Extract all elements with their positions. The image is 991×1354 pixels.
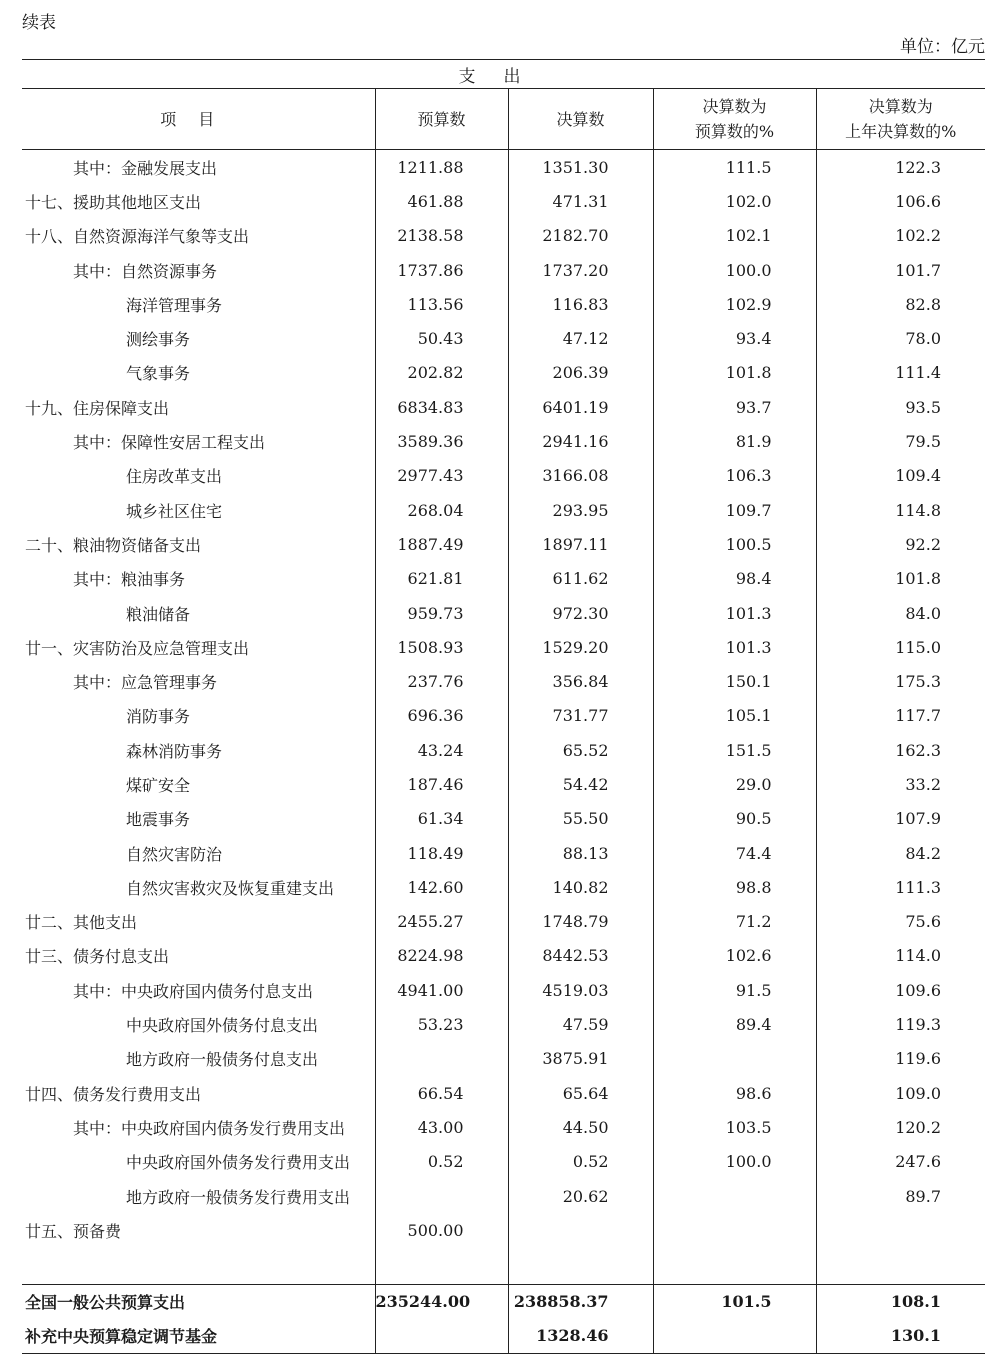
continued-table-label: 续表 bbox=[22, 13, 56, 33]
column-header-item: 项目 bbox=[22, 89, 375, 150]
cell-pct-budget: 29.0 bbox=[653, 767, 816, 801]
cell-pct-prev: 115.0 bbox=[816, 630, 985, 664]
cell-actual: 65.64 bbox=[508, 1076, 653, 1110]
row-item-label: 气象事务 bbox=[126, 364, 191, 384]
table-row bbox=[22, 1145, 985, 1179]
cell-budget: 8224.98 bbox=[375, 939, 508, 973]
cell-pct-prev bbox=[816, 1213, 985, 1247]
cell-pct-budget: 105.1 bbox=[653, 699, 816, 733]
total-row bbox=[22, 1284, 985, 1319]
cell-budget: 61.34 bbox=[375, 802, 508, 836]
cell-budget: 1211.88 bbox=[375, 150, 508, 185]
cell-pct-budget: 101.3 bbox=[653, 630, 816, 664]
spacer-cell bbox=[22, 1248, 375, 1285]
column-header-budget: 预算数 bbox=[375, 89, 508, 150]
cell-budget: 6834.83 bbox=[375, 390, 508, 424]
cell-pct-prev: 111.3 bbox=[816, 870, 985, 904]
cell-actual: 356.84 bbox=[508, 664, 653, 698]
cell-budget: 53.23 bbox=[375, 1007, 508, 1041]
spacer-row bbox=[22, 1248, 985, 1285]
table-row bbox=[22, 219, 985, 253]
cell-pct-budget: 74.4 bbox=[653, 836, 816, 870]
cell-actual: 2941.16 bbox=[508, 424, 653, 458]
cell-actual: 1351.30 bbox=[508, 150, 653, 185]
cell-actual: 731.77 bbox=[508, 699, 653, 733]
cell-actual: 1529.20 bbox=[508, 630, 653, 664]
row-item-label: 廿二、其他支出 bbox=[25, 913, 138, 933]
cell-budget: 187.46 bbox=[375, 767, 508, 801]
table-row bbox=[22, 870, 985, 904]
total-pct-prev: 108.1 bbox=[816, 1284, 985, 1319]
cell-pct-prev: 119.3 bbox=[816, 1007, 985, 1041]
table-row bbox=[22, 390, 985, 424]
table-row bbox=[22, 356, 985, 390]
cell-actual: 8442.53 bbox=[508, 939, 653, 973]
cell-budget: 237.76 bbox=[375, 664, 508, 698]
total-row bbox=[22, 1319, 985, 1354]
total-pct-budget: 101.5 bbox=[653, 1284, 816, 1319]
cell-pct-budget: 102.1 bbox=[653, 219, 816, 253]
row-item-label: 其中：中央政府国内债务付息支出 bbox=[73, 981, 314, 1001]
total-budget: 235244.00 bbox=[375, 1284, 508, 1319]
row-item-label: 其中：金融发展支出 bbox=[73, 158, 218, 178]
table-row bbox=[22, 527, 985, 561]
cell-pct-prev: 175.3 bbox=[816, 664, 985, 698]
row-item-label: 其中：中央政府国内债务发行费用支出 bbox=[73, 1118, 346, 1138]
cell-pct-budget: 100.0 bbox=[653, 1145, 816, 1179]
cell-budget: 142.60 bbox=[375, 870, 508, 904]
table-row bbox=[22, 253, 985, 287]
cell-pct-prev: 75.6 bbox=[816, 905, 985, 939]
row-item-label: 海洋管理事务 bbox=[126, 295, 223, 315]
cell-actual: 3875.91 bbox=[508, 1042, 653, 1076]
cell-actual: 1897.11 bbox=[508, 527, 653, 561]
row-item-label: 自然灾害防治 bbox=[126, 844, 223, 864]
cell-budget: 43.24 bbox=[375, 733, 508, 767]
cell-budget: 3589.36 bbox=[375, 424, 508, 458]
row-item-label: 二十、粮油物资储备支出 bbox=[25, 535, 202, 555]
row-item-label: 自然灾害救灾及恢复重建支出 bbox=[126, 878, 335, 898]
table-row bbox=[22, 973, 985, 1007]
cell-pct-prev: 122.3 bbox=[816, 150, 985, 185]
cell-pct-budget: 102.0 bbox=[653, 184, 816, 218]
cell-budget: 1508.93 bbox=[375, 630, 508, 664]
total-item-label: 补充中央预算稳定调节基金 bbox=[22, 1319, 375, 1354]
table-row bbox=[22, 939, 985, 973]
table-row bbox=[22, 596, 985, 630]
spacer-cell bbox=[375, 1248, 508, 1285]
cell-actual: 44.50 bbox=[508, 1110, 653, 1144]
cell-pct-prev: 92.2 bbox=[816, 527, 985, 561]
cell-actual: 293.95 bbox=[508, 493, 653, 527]
total-item-label: 全国一般公共预算支出 bbox=[22, 1284, 375, 1319]
table-row bbox=[22, 1110, 985, 1144]
cell-pct-prev: 82.8 bbox=[816, 287, 985, 321]
row-item-label: 中央政府国外债务发行费用支出 bbox=[126, 1153, 351, 1173]
cell-pct-prev: 247.6 bbox=[816, 1145, 985, 1179]
table-row bbox=[22, 836, 985, 870]
cell-budget: 696.36 bbox=[375, 699, 508, 733]
cell-actual: 55.50 bbox=[508, 802, 653, 836]
column-header-actual: 决算数 bbox=[508, 89, 653, 150]
cell-pct-budget: 101.8 bbox=[653, 356, 816, 390]
cell-pct-prev: 89.7 bbox=[816, 1179, 985, 1213]
cell-budget: 621.81 bbox=[375, 562, 508, 596]
cell-budget: 1737.86 bbox=[375, 253, 508, 287]
cell-actual: 54.42 bbox=[508, 767, 653, 801]
cell-budget: 1887.49 bbox=[375, 527, 508, 561]
spacer-cell bbox=[653, 1248, 816, 1285]
cell-pct-budget: 91.5 bbox=[653, 973, 816, 1007]
cell-pct-prev: 109.4 bbox=[816, 459, 985, 493]
total-pct-prev: 130.1 bbox=[816, 1319, 985, 1354]
cell-pct-budget: 106.3 bbox=[653, 459, 816, 493]
cell-pct-budget: 89.4 bbox=[653, 1007, 816, 1041]
cell-pct-prev: 78.0 bbox=[816, 321, 985, 355]
cell-pct-prev: 107.9 bbox=[816, 802, 985, 836]
cell-pct-budget: 71.2 bbox=[653, 905, 816, 939]
row-item-label: 十八、自然资源海洋气象等支出 bbox=[25, 227, 250, 247]
cell-pct-budget: 150.1 bbox=[653, 664, 816, 698]
cell-pct-budget: 98.4 bbox=[653, 562, 816, 596]
cell-budget: 113.56 bbox=[375, 287, 508, 321]
row-item-label: 十七、援助其他地区支出 bbox=[25, 192, 202, 212]
row-item-label: 粮油储备 bbox=[126, 604, 191, 624]
row-item-label: 城乡社区住宅 bbox=[126, 501, 223, 521]
cell-pct-prev: 120.2 bbox=[816, 1110, 985, 1144]
table-row bbox=[22, 459, 985, 493]
cell-pct-budget: 93.7 bbox=[653, 390, 816, 424]
cell-budget bbox=[375, 1042, 508, 1076]
cell-actual: 1737.20 bbox=[508, 253, 653, 287]
cell-pct-budget bbox=[653, 1042, 816, 1076]
cell-pct-prev: 93.5 bbox=[816, 390, 985, 424]
row-item-label: 中央政府国外债务付息支出 bbox=[126, 1016, 319, 1036]
cell-pct-budget bbox=[653, 1213, 816, 1247]
cell-budget: 500.00 bbox=[375, 1213, 508, 1247]
table-row bbox=[22, 1042, 985, 1076]
cell-actual: 2182.70 bbox=[508, 219, 653, 253]
cell-actual: 20.62 bbox=[508, 1179, 653, 1213]
row-item-label: 其中：应急管理事务 bbox=[73, 673, 218, 693]
cell-pct-budget bbox=[653, 1179, 816, 1213]
cell-actual: 47.12 bbox=[508, 321, 653, 355]
cell-pct-prev: 162.3 bbox=[816, 733, 985, 767]
spacer-cell bbox=[816, 1248, 985, 1285]
table-row bbox=[22, 905, 985, 939]
row-item-label: 廿五、预备费 bbox=[25, 1221, 122, 1241]
cell-actual: 471.31 bbox=[508, 184, 653, 218]
cell-pct-budget: 98.8 bbox=[653, 870, 816, 904]
cell-pct-prev: 101.8 bbox=[816, 562, 985, 596]
row-item-label: 森林消防事务 bbox=[126, 741, 223, 761]
section-title: 支出 bbox=[22, 60, 985, 89]
row-item-label: 煤矿安全 bbox=[126, 775, 191, 795]
table-row bbox=[22, 1076, 985, 1110]
cell-pct-budget: 101.3 bbox=[653, 596, 816, 630]
spacer-cell bbox=[508, 1248, 653, 1285]
cell-budget: 4941.00 bbox=[375, 973, 508, 1007]
cell-actual: 972.30 bbox=[508, 596, 653, 630]
table-row bbox=[22, 493, 985, 527]
cell-pct-prev: 117.7 bbox=[816, 699, 985, 733]
cell-pct-prev: 79.5 bbox=[816, 424, 985, 458]
expenditure-table bbox=[22, 59, 985, 1354]
table-row bbox=[22, 733, 985, 767]
cell-pct-prev: 114.0 bbox=[816, 939, 985, 973]
table-row bbox=[22, 767, 985, 801]
cell-budget: 461.88 bbox=[375, 184, 508, 218]
row-item-label: 其中：自然资源事务 bbox=[73, 261, 218, 281]
cell-pct-budget: 100.5 bbox=[653, 527, 816, 561]
total-pct-budget bbox=[653, 1319, 816, 1354]
cell-pct-prev: 84.0 bbox=[816, 596, 985, 630]
cell-budget: 2138.58 bbox=[375, 219, 508, 253]
cell-pct-budget: 98.6 bbox=[653, 1076, 816, 1110]
cell-pct-prev: 102.2 bbox=[816, 219, 985, 253]
table-row bbox=[22, 1007, 985, 1041]
row-item-label: 其中：保障性安居工程支出 bbox=[73, 433, 266, 453]
row-item-label: 地方政府一般债务付息支出 bbox=[126, 1050, 319, 1070]
cell-budget: 50.43 bbox=[375, 321, 508, 355]
cell-budget: 202.82 bbox=[375, 356, 508, 390]
cell-actual: 6401.19 bbox=[508, 390, 653, 424]
cell-actual bbox=[508, 1213, 653, 1247]
unit-label: 单位：亿元 bbox=[900, 37, 985, 57]
cell-actual: 4519.03 bbox=[508, 973, 653, 1007]
cell-pct-budget: 93.4 bbox=[653, 321, 816, 355]
cell-actual: 140.82 bbox=[508, 870, 653, 904]
cell-actual: 116.83 bbox=[508, 287, 653, 321]
table-body bbox=[22, 150, 985, 1354]
cell-budget: 66.54 bbox=[375, 1076, 508, 1110]
cell-budget: 959.73 bbox=[375, 596, 508, 630]
table-row bbox=[22, 1179, 985, 1213]
row-item-label: 十九、住房保障支出 bbox=[25, 398, 170, 418]
table-row bbox=[22, 802, 985, 836]
cell-pct-budget: 90.5 bbox=[653, 802, 816, 836]
cell-budget: 118.49 bbox=[375, 836, 508, 870]
cell-budget: 43.00 bbox=[375, 1110, 508, 1144]
row-item-label: 廿四、债务发行费用支出 bbox=[25, 1084, 202, 1104]
table-row bbox=[22, 424, 985, 458]
table-row bbox=[22, 287, 985, 321]
row-item-label: 消防事务 bbox=[126, 707, 191, 727]
cell-pct-budget: 100.0 bbox=[653, 253, 816, 287]
cell-pct-prev: 119.6 bbox=[816, 1042, 985, 1076]
cell-actual: 65.52 bbox=[508, 733, 653, 767]
cell-budget: 2977.43 bbox=[375, 459, 508, 493]
table-row bbox=[22, 664, 985, 698]
cell-pct-budget: 151.5 bbox=[653, 733, 816, 767]
cell-pct-prev: 111.4 bbox=[816, 356, 985, 390]
cell-actual: 611.62 bbox=[508, 562, 653, 596]
cell-actual: 206.39 bbox=[508, 356, 653, 390]
column-header-pct-of-prev-year: 决算数为 上年决算数的% bbox=[816, 89, 985, 150]
row-item-label: 其中：粮油事务 bbox=[73, 570, 186, 590]
cell-pct-budget: 111.5 bbox=[653, 150, 816, 185]
cell-actual: 47.59 bbox=[508, 1007, 653, 1041]
cell-actual: 3166.08 bbox=[508, 459, 653, 493]
total-actual: 238858.37 bbox=[508, 1284, 653, 1319]
table-row bbox=[22, 184, 985, 218]
cell-pct-prev: 106.6 bbox=[816, 184, 985, 218]
cell-pct-prev: 109.6 bbox=[816, 973, 985, 1007]
row-item-label: 地方政府一般债务发行费用支出 bbox=[126, 1187, 351, 1207]
row-item-label: 廿一、灾害防治及应急管理支出 bbox=[25, 638, 250, 658]
table-row bbox=[22, 699, 985, 733]
row-item-label: 廿三、债务付息支出 bbox=[25, 947, 170, 967]
table-row bbox=[22, 150, 985, 185]
total-budget bbox=[375, 1319, 508, 1354]
cell-pct-prev: 109.0 bbox=[816, 1076, 985, 1110]
cell-pct-budget: 103.5 bbox=[653, 1110, 816, 1144]
cell-pct-budget: 81.9 bbox=[653, 424, 816, 458]
cell-actual: 0.52 bbox=[508, 1145, 653, 1179]
cell-pct-budget: 102.6 bbox=[653, 939, 816, 973]
total-actual: 1328.46 bbox=[508, 1319, 653, 1354]
cell-pct-budget: 102.9 bbox=[653, 287, 816, 321]
cell-budget: 0.52 bbox=[375, 1145, 508, 1179]
row-item-label: 地震事务 bbox=[126, 810, 191, 830]
table-row bbox=[22, 630, 985, 664]
cell-budget: 268.04 bbox=[375, 493, 508, 527]
cell-pct-prev: 101.7 bbox=[816, 253, 985, 287]
cell-pct-prev: 84.2 bbox=[816, 836, 985, 870]
cell-pct-prev: 33.2 bbox=[816, 767, 985, 801]
row-item-label: 测绘事务 bbox=[126, 330, 191, 350]
cell-pct-prev: 114.8 bbox=[816, 493, 985, 527]
cell-actual: 88.13 bbox=[508, 836, 653, 870]
cell-actual: 1748.79 bbox=[508, 905, 653, 939]
cell-budget bbox=[375, 1179, 508, 1213]
cell-budget: 2455.27 bbox=[375, 905, 508, 939]
table-row bbox=[22, 1213, 985, 1247]
column-header-pct-of-budget: 决算数为 预算数的% bbox=[653, 89, 816, 150]
table-row bbox=[22, 562, 985, 596]
row-item-label: 住房改革支出 bbox=[126, 467, 223, 487]
table-row bbox=[22, 321, 985, 355]
cell-pct-budget: 109.7 bbox=[653, 493, 816, 527]
